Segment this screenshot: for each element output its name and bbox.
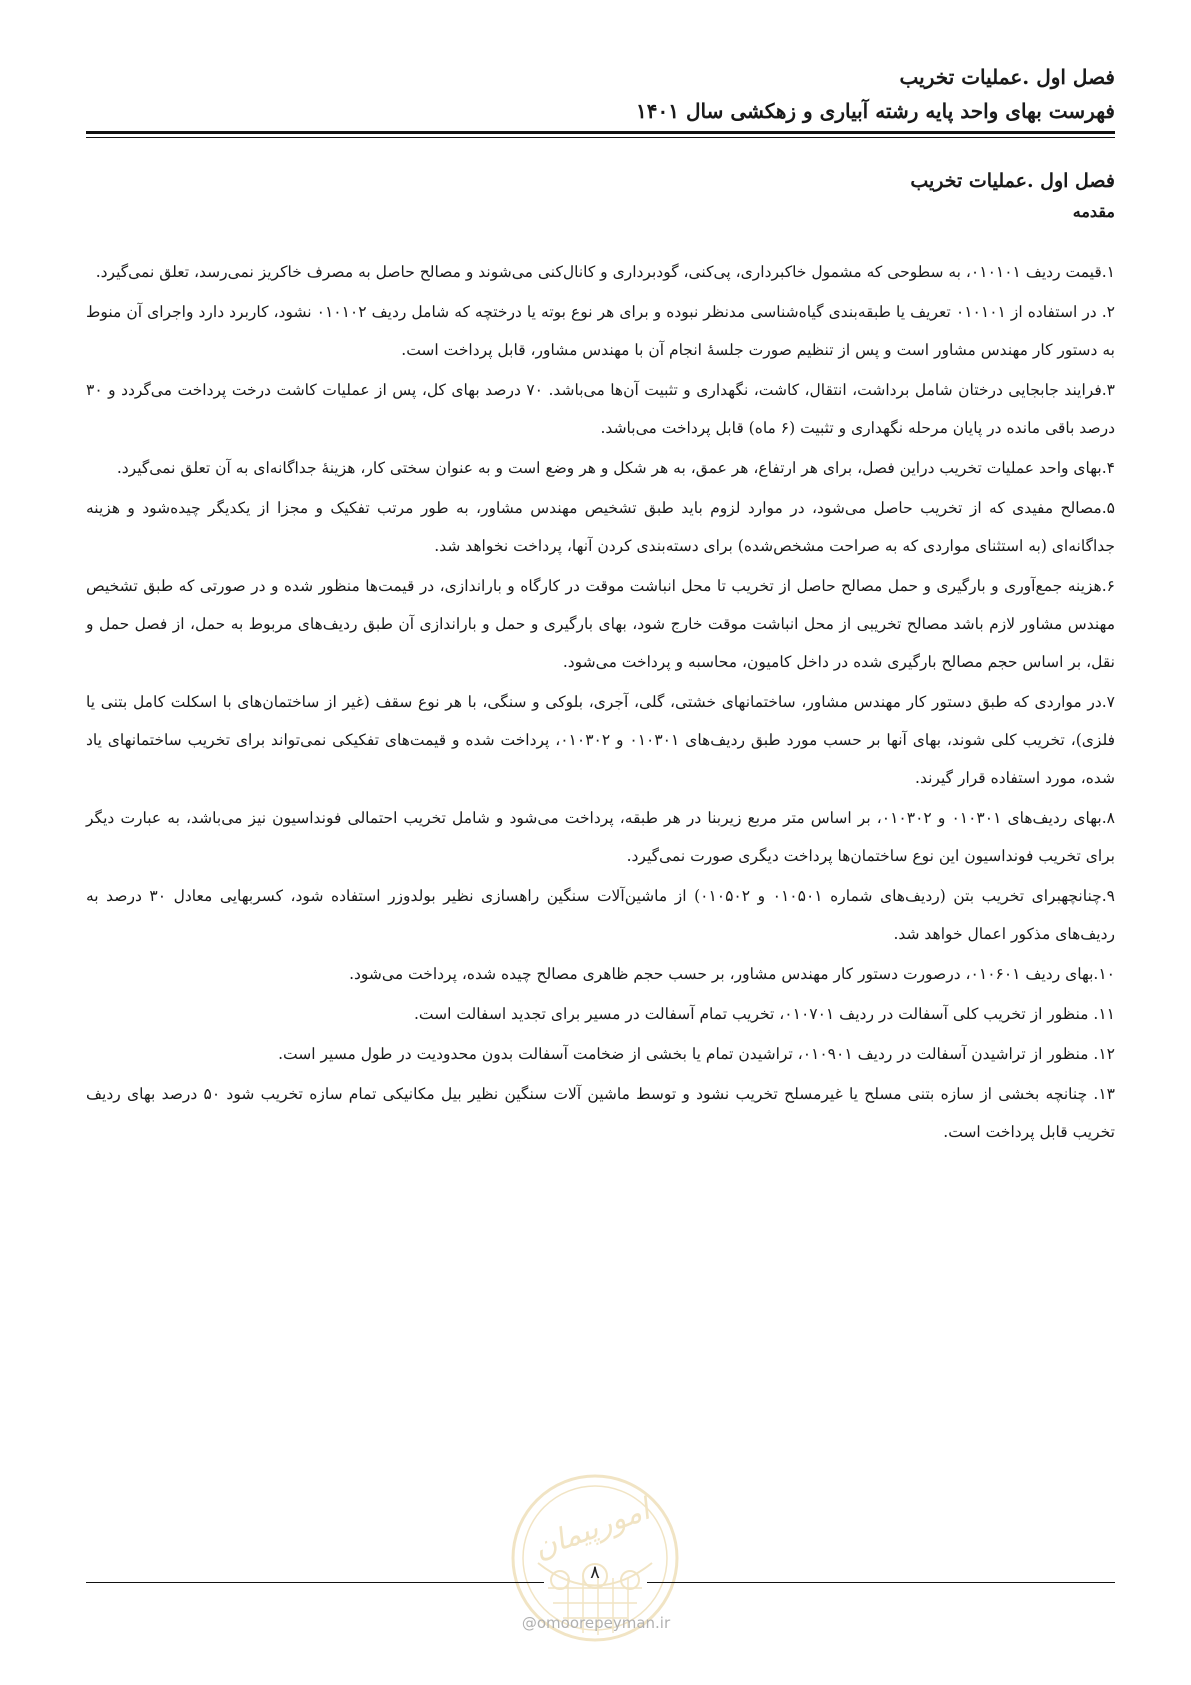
document-title: فهرست بهای واحد پایه رشته آبیاری و زهکشی سال ۱۴۰۱ (636, 99, 1115, 123)
page-header (86, 60, 1115, 128)
paragraph-7: ۷.در مواردی که طبق دستور کار مهندس مشاور، ساختمانهای خشتی، گلی، آجری، بلوکی و سنگی، با هر نوع سقف (غیر از ساختمان‌های با اسکلت کامل بتنی یا فلزی)، تخریب کلی شوند، بهای آنها بر حسب مورد طبق ردیف‌های ۰۱۰۳۰۱ و ۰۱۰۳۰۲، پرداخت شده و قیمت‌های تفکیکی نمی‌تواند برای تخریب ساختمانهای یاد شده، مورد استفاده قرار گیرند. (86, 693, 1115, 787)
paragraph-9: ۹.چنانچهبرای تخریب بتن (ردیف‌های شماره ۰۱۰۵۰۱ و ۰۱۰۵۰۲) از ماشین‌آلات سنگین راهسازی نظیر بولدوزر استفاده شود، کسربهایی معادل ۳۰ درصد به ردیف‌های مذکور اعمال خواهد شد. (86, 887, 1115, 943)
paragraph-3: ۳.فرایند جابجایی درختان شامل برداشت، انتقال، کاشت، نگهداری و تثبیت آن‌ها می‌باشد. ۷۰ درصد بهای کل، پس از عملیات کاشت درخت پرداخت می‌گردد و ۳۰ درصد باقی مانده در پایان مرحله نگهداری و تثبیت (۶ ماه) قابل پرداخت می‌باشد. (86, 381, 1115, 437)
footer-divider-right (647, 1582, 1115, 1583)
paragraph-5: ۵.مصالح مفیدی که از تخریب حاصل می‌شود، در موارد لزوم باید طبق تشخیص مهندس مشاور، به طور مرتب تفکیک و مجزا از یکدیگر چیده‌شود و هزینه جداگانه‌ای (به استثنای مواردی که به صراحت مشخص‌شده) برای دسته‌بندی کردن آنها، پرداخت نخواهد شد. (86, 499, 1115, 555)
section-title: فصل اول .عملیات تخریب (910, 170, 1115, 192)
paragraph-10: ۱۰.بهای ردیف ۰۱۰۶۰۱، درصورت دستور کار مهندس مشاور، بر حسب حجم ظاهری مصالح چیده شده، پرداخت می‌شود. (349, 965, 1115, 983)
paragraph-13: ۱۳. چنانچه بخشی از سازه بتنی مسلح یا غیرمسلح تخریب نشود و توسط ماشین آلات سنگین نظیر بیل مکانیکی تمام سازه تخریب شود ۵۰ درصد بهای ردیف تخریب قابل پرداخت است. (86, 1085, 1116, 1141)
footer-watermark-url: @omoorepeyman.ir (521, 1614, 671, 1632)
header-divider-thick (86, 131, 1115, 134)
paragraph-2: ۲. در استفاده از ۰۱۰۱۰۱ تعریف یا طبقه‌بندی گیاه‌شناسی مدنظر نبوده و برای هر نوع بوته یا درختچه که شامل ردیف ۰۱۰۱۰۲ نشود، کاربرد دارد واجرای آن منوط به دستور کار مهندس مشاور است و پس از تنظیم صورت جلسهٔ انجام آن با مهندس مشاور، قابل پرداخت است. (86, 303, 1115, 359)
paragraph-11: ۱۱. منظور از تخریب کلی آسفالت در ردیف ۰۱۰۷۰۱، تخریب تمام آسفالت در مسیر برای تجدید اسفالت است. (413, 1005, 1115, 1023)
paragraph-12: ۱۲. منظور از تراشیدن آسفالت در ردیف ۰۱۰۹۰۱، تراشیدن تمام یا بخشی از ضخامت آسفالت بدون محدودیت در طول مسیر است. (278, 1045, 1115, 1063)
section-subtitle: مقدمه (1072, 202, 1115, 221)
paragraph-6: ۶.هزینه جمع‌آوری و بارگیری و حمل مصالح حاصل از تخریب تا محل انباشت موقت در کارگاه و باراندازی، در قیمت‌ها منظور شده و در صورتی که طبق تشخیص مهندس مشاور لازم باشد مصالح تخریبی از محل انباشت موقت خارج شود، بهای بارگیری و حمل و باراندازی آن طبق ردیف‌های مربوط به حمل، از فصل حمل و نقل، بر اساس حجم مصالح بارگیری شده در داخل کامیون، محاسبه و پرداخت می‌شود. (86, 577, 1115, 671)
header-divider-thin (86, 137, 1115, 138)
body-section (86, 165, 1115, 1153)
paragraph-8: ۸.بهای ردیف‌های ۰۱۰۳۰۱ و ۰۱۰۳۰۲، بر اساس متر مربع زیربنا در هر طبقه، پرداخت می‌شود و شامل تخریب احتمالی فونداسیون نیز می‌باشد، به عبارت دیگر برای تخریب فونداسیون این نوع ساختمان‌ها پرداخت دیگری صورت نمی‌گیرد. (86, 809, 1115, 865)
watermark-logo-text: امورپیمان (529, 1492, 655, 1567)
paragraph-1: ۱.قیمت ردیف ۰۱۰۱۰۱، به سطوحی که مشمول خاکبرداری، پی‌کنی، گودبرداری و کانال‌کنی می‌شوند و مصالح حاصل به مصرف خاکریز نمی‌رسد، تعلق نمی‌گیرد. (95, 263, 1115, 281)
paragraph-4: ۴.بهای واحد عملیات تخریب دراین فصل، برای هر ارتفاع، هر عمق، به هر شکل و هر وضع است و به عنوان سختی کار، هزینهٔ جداگانه‌ای به آن تعلق نمی‌گیرد. (116, 459, 1115, 477)
page-number: ۸ (590, 1562, 600, 1583)
chapter-heading: فصل اول .عملیات تخریب (899, 65, 1115, 89)
footer-divider-left (86, 1582, 544, 1583)
